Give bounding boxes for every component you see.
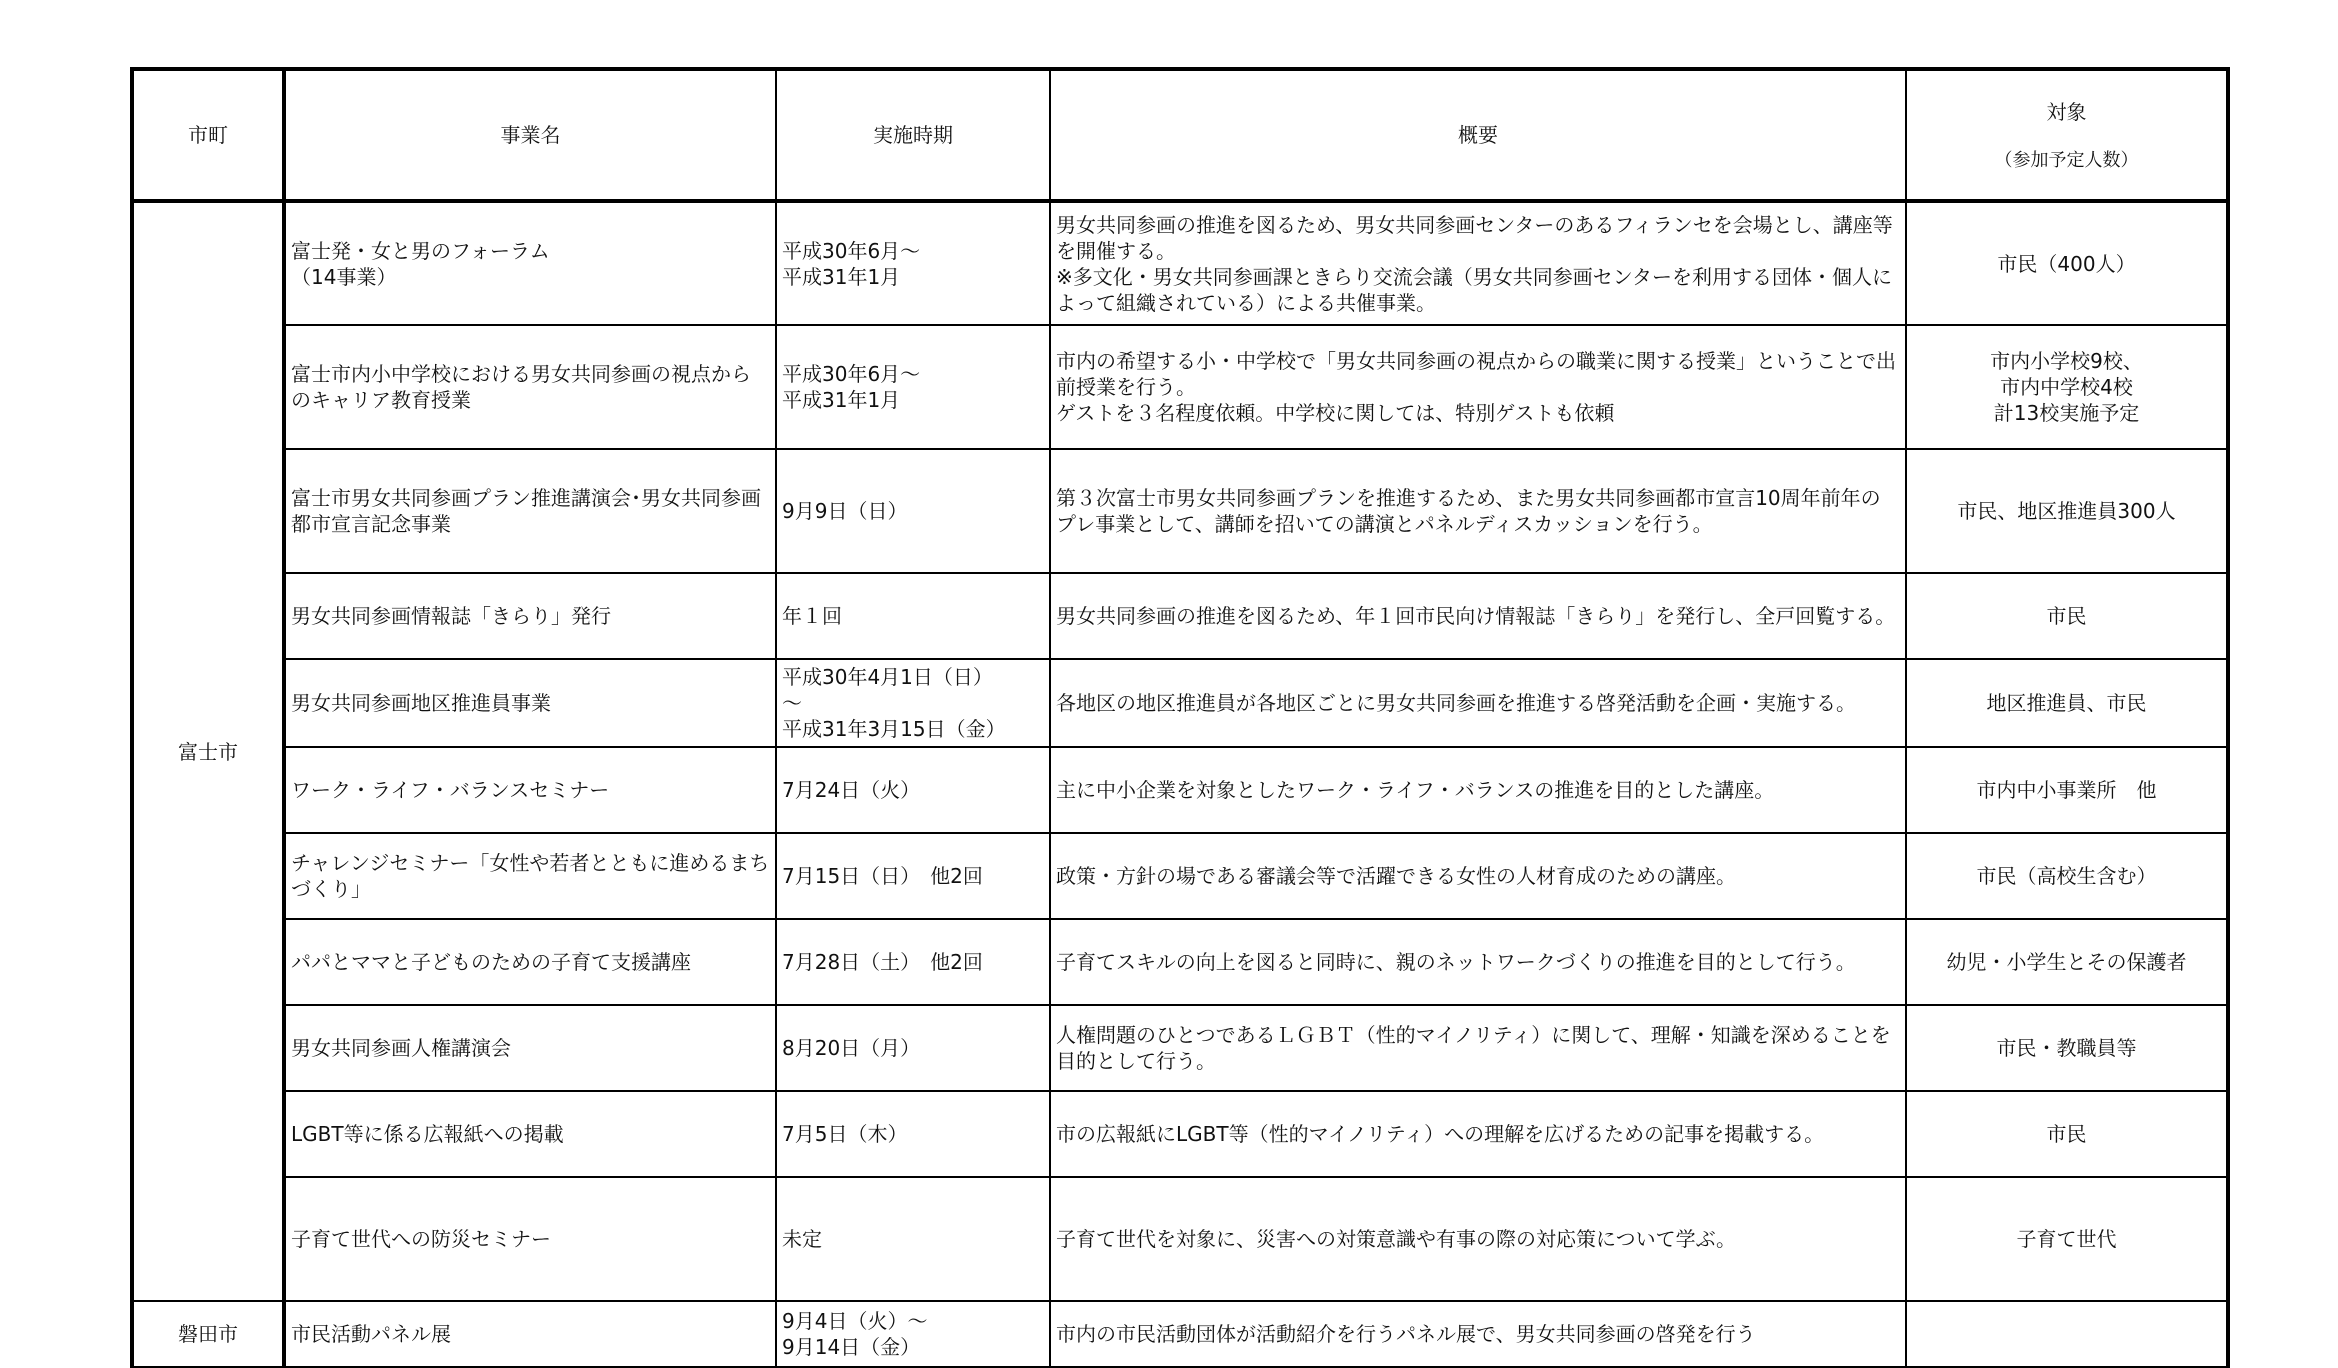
table-row [132,449,2228,573]
event-summary: 政策・方針の場である審議会等で活躍できる女性の人材育成のための講座。 [1050,833,1906,919]
header-target [1906,69,2228,201]
header-name: 事業名 [284,69,776,201]
event-period: 8月20日（月） [776,1005,1050,1091]
event-target: 市内小学校9校、 市内中学校4校 計13校実施予定 [1906,325,2228,449]
event-target: 市民 [1906,1091,2228,1177]
event-table [130,67,2230,1368]
event-name: 富士発・女と男のフォーラム （14事業） [284,201,776,325]
table-row [132,1091,2228,1177]
event-summary: 人権問題のひとつであるＬＧＢＴ（性的マイノリティ）に関して、理解・知識を深めることを目的として行う。 [1050,1005,1906,1091]
event-summary: 主に中小企業を対象としたワーク・ライフ・バランスの推進を目的とした講座。 [1050,747,1906,833]
event-period: 平成30年6月～ 平成31年1月 [776,325,1050,449]
event-summary: 子育て世代を対象に、災害への対策意識や有事の際の対応策について学ぶ。 [1050,1177,1906,1301]
event-period: 7月28日（土） 他2回 [776,919,1050,1005]
event-target: 市民、地区推進員300人 [1906,449,2228,573]
event-name: パパとママと子どものための子育て支援講座 [284,919,776,1005]
event-target: 市民・教職員等 [1906,1005,2228,1091]
header-city: 市町 [132,69,284,201]
event-period: 平成30年6月～ 平成31年1月 [776,201,1050,325]
city-cell-iwata: 磐田市 [132,1301,284,1367]
event-period: 年１回 [776,573,1050,659]
table-row [132,1005,2228,1091]
event-period: 7月24日（火） [776,747,1050,833]
event-target: 市内中小事業所 他 [1906,747,2228,833]
event-name: 富士市内小中学校における男女共同参画の視点からのキャリア教育授業 [284,325,776,449]
table-row [132,201,2228,325]
event-period: 7月15日（日） 他2回 [776,833,1050,919]
table-row [132,919,2228,1005]
event-summary: 市内の市民活動団体が活動紹介を行うパネル展で、男女共同参画の啓発を行う [1050,1301,1906,1367]
table-row [132,1301,2228,1367]
event-target: 市民 [1906,573,2228,659]
event-summary: 第３次富士市男女共同参画プランを推進するため、また男女共同参画都市宣言10周年前年のプレ事業として、講師を招いての講演とパネルディスカッションを行う。 [1050,449,1906,573]
event-name: 男女共同参画地区推進員事業 [284,659,776,747]
event-summary: 子育てスキルの向上を図ると同時に、親のネットワークづくりの推進を目的として行う。 [1050,919,1906,1005]
city-cell-fuji: 富士市 [132,201,284,1301]
event-target: 市民（高校生含む） [1906,833,2228,919]
event-summary: 男女共同参画の推進を図るため、年１回市民向け情報誌「きらり」を発行し、全戸回覧する。 [1050,573,1906,659]
event-period: 未定 [776,1177,1050,1301]
table-row [132,659,2228,747]
event-name: 市民活動パネル展 [284,1301,776,1367]
event-name: チャレンジセミナー「女性や若者とともに進めるまちづくり」 [284,833,776,919]
event-summary: 各地区の地区推進員が各地区ごとに男女共同参画を推進する啓発活動を企画・実施する。 [1050,659,1906,747]
event-target: 地区推進員、市民 [1906,659,2228,747]
event-target: 幼児・小学生とその保護者 [1906,919,2228,1005]
event-period: 7月5日（木） [776,1091,1050,1177]
event-target: 子育て世代 [1906,1177,2228,1301]
event-summary: 市の広報紙にLGBT等（性的マイノリティ）への理解を広げるための記事を掲載する。 [1050,1091,1906,1177]
event-name: 子育て世代への防災セミナー [284,1177,776,1301]
event-name: 男女共同参画人権講演会 [284,1005,776,1091]
header-target-label: 対象 [2046,100,2087,124]
event-summary: 市内の希望する小・中学校で「男女共同参画の視点からの職業に関する授業」ということで出前授業を行う。 ゲストを３名程度依頼。中学校に関しては、特別ゲストも依頼 [1050,325,1906,449]
header-target-sub: （参加予定人数） [1994,150,2139,171]
event-period: 9月9日（日） [776,449,1050,573]
event-name: LGBT等に係る広報紙への掲載 [284,1091,776,1177]
table-row [132,833,2228,919]
header-period: 実施時期 [776,69,1050,201]
event-name: 男女共同参画情報誌「きらり」発行 [284,573,776,659]
table-row [132,573,2228,659]
event-period: 平成30年4月1日（日） ～ 平成31年3月15日（金） [776,659,1050,747]
event-table-sheet [130,67,2226,1368]
table-row [132,747,2228,833]
event-target [1906,1301,2228,1367]
table-header-row [132,69,2228,201]
header-summary: 概要 [1050,69,1906,201]
event-name: 富士市男女共同参画プラン推進講演会･男女共同参画都市宣言記念事業 [284,449,776,573]
event-period: 9月4日（火）～ 9月14日（金） [776,1301,1050,1367]
table-row [132,1177,2228,1301]
table-row [132,325,2228,449]
event-summary: 男女共同参画の推進を図るため、男女共同参画センターのあるフィランセを会場とし、講座等を開催する。 ※多文化・男女共同参画課ときらり交流会議（男女共同参画センターを利用する団体・個人によって組織されている）による共催事業。 [1050,201,1906,325]
event-name: ワーク・ライフ・バランスセミナー [284,747,776,833]
event-target: 市民（400人） [1906,201,2228,325]
